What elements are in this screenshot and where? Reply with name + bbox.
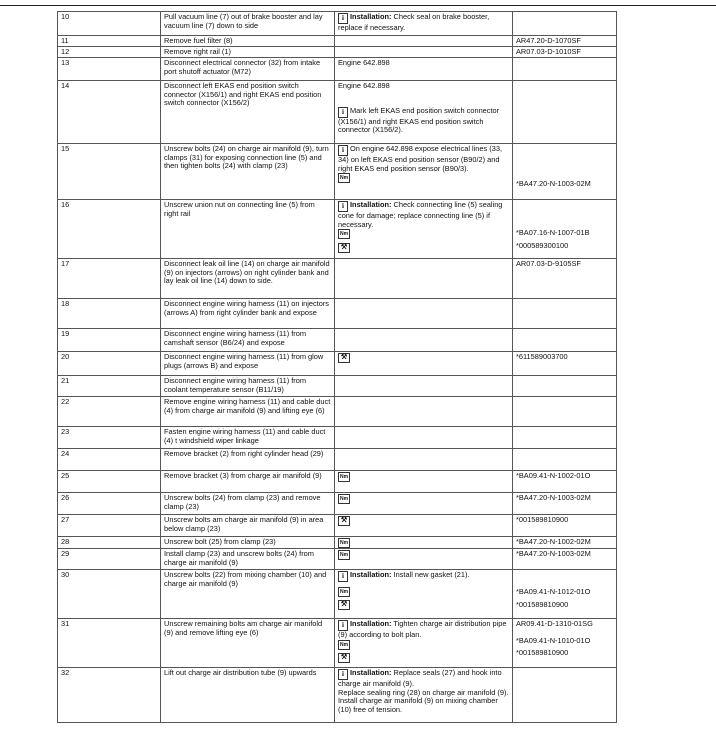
step-note — [335, 449, 513, 471]
note-text: Engine 642.898 — [338, 81, 390, 90]
step-number: 28 — [58, 537, 161, 549]
step-number: 13 — [58, 58, 161, 81]
installation-label: Installation: — [350, 570, 392, 579]
step-action: Remove right rail (1) — [161, 47, 335, 58]
torque-icon: Nm — [339, 474, 349, 480]
table-row — [58, 549, 617, 570]
step-number: 10 — [58, 12, 161, 36]
step-reference — [513, 58, 617, 81]
step-reference — [513, 427, 617, 449]
installation-label: Installation: — [350, 668, 392, 677]
table-row — [58, 12, 617, 36]
step-number: 17 — [58, 259, 161, 299]
tool-icon: ⚒ — [338, 653, 350, 663]
step-number: 31 — [58, 619, 161, 668]
step-action: Unscrew union nut on connecting line (5) from right rail — [161, 200, 335, 259]
step-reference[interactable]: *BA47.20-N-1003-02M — [513, 549, 617, 570]
note-text-secondary: Mark left EKAS end position switch connector (X156/1) and right EKAS end position switch connector (X156/2). — [338, 105, 500, 135]
step-note — [335, 493, 513, 515]
step-note — [335, 36, 513, 47]
step-note — [335, 81, 513, 144]
step-reference — [513, 449, 617, 471]
step-action: Remove bracket (3) from charge air manifold (9) — [161, 471, 335, 493]
step-note — [335, 537, 513, 549]
table-row — [58, 493, 617, 515]
step-action: Remove engine wiring harness (11) and cable duct (4) from charge air manifold (9) and lifting eye (6) — [161, 397, 335, 427]
step-note — [335, 376, 513, 397]
step-note — [335, 549, 513, 570]
tool-icon: ⚒ — [338, 516, 350, 526]
table-row — [58, 515, 617, 537]
step-number: 22 — [58, 397, 161, 427]
step-note — [335, 12, 513, 36]
info-icon: i — [338, 620, 348, 631]
step-note — [335, 352, 513, 376]
info-icon: i — [338, 201, 348, 212]
table-row — [58, 427, 617, 449]
step-number: 14 — [58, 81, 161, 144]
step-reference — [513, 619, 617, 668]
installation-label: Installation: — [350, 200, 392, 209]
step-number: 12 — [58, 47, 161, 58]
step-note — [335, 619, 513, 668]
step-action: Remove bracket (2) from right cylinder head (29) — [161, 449, 335, 471]
note-text-secondary: Replace sealing ring (28) on charge air manifold (9). Install charge air manifold (9) on mixing chamber (10) free of tension. — [338, 687, 509, 714]
tool-icon: ⚒ — [338, 243, 350, 253]
step-action: Lift out charge air distribution tube (9) upwards — [161, 668, 335, 723]
step-number: 15 — [58, 144, 161, 200]
step-reference[interactable]: AR07.03-D-9105SF — [513, 259, 617, 299]
page-top-rule — [0, 5, 716, 6]
table-row — [58, 449, 617, 471]
step-reference — [513, 12, 617, 36]
step-reference[interactable]: *001589810900 — [513, 515, 617, 537]
table-row — [58, 570, 617, 619]
note-text: Check connecting line (5) sealing cone for damage; replace connecting line (5) if necessary. — [338, 200, 503, 229]
step-note — [335, 299, 513, 329]
torque-icon: Nm — [339, 540, 349, 546]
step-action: Remove fuel filter (8) — [161, 36, 335, 47]
info-icon: i — [338, 107, 348, 118]
step-action: Disconnect engine wiring harness (11) on injectors (arrows A) from right cylinder bank and expose — [161, 299, 335, 329]
step-note — [335, 144, 513, 200]
step-note: Engine 642.898 — [335, 58, 513, 81]
step-reference — [513, 570, 617, 619]
info-icon: i — [338, 145, 348, 156]
step-reference — [513, 200, 617, 259]
table-row — [58, 259, 617, 299]
tool-reference-link[interactable]: *001589810900 — [516, 599, 569, 609]
reference-link[interactable]: *BA07.16-N-1007-01B — [516, 228, 590, 237]
step-action: Disconnect electrical connector (32) from intake port shutoff actuator (M72) — [161, 58, 335, 81]
tool-reference-link[interactable]: *000589300100 — [516, 240, 569, 250]
step-note — [335, 668, 513, 723]
table-row — [58, 36, 617, 47]
info-icon: i — [338, 669, 348, 680]
tool-icon: ⚒ — [338, 353, 350, 363]
step-action: Disconnect engine wiring harness (11) from glow plugs (arrows B) and expose — [161, 352, 335, 376]
step-action: Unscrew bolts (22) from mixing chamber (10) and charge air manifold (9) — [161, 570, 335, 619]
installation-label: Installation: — [350, 12, 392, 21]
step-note — [335, 329, 513, 352]
step-action: Install clamp (23) and unscrew bolts (24) from charge air manifold (9) — [161, 549, 335, 570]
table-row — [58, 668, 617, 723]
step-number: 25 — [58, 471, 161, 493]
step-note — [335, 200, 513, 259]
step-note — [335, 259, 513, 299]
step-number: 23 — [58, 427, 161, 449]
step-reference — [513, 329, 617, 352]
step-number: 18 — [58, 299, 161, 329]
step-number: 19 — [58, 329, 161, 352]
torque-reference-link[interactable]: *BA09.41-N-1010-01O — [516, 635, 591, 645]
step-reference — [513, 397, 617, 427]
step-note — [335, 471, 513, 493]
step-reference — [513, 376, 617, 397]
step-note — [335, 427, 513, 449]
table-row — [58, 376, 617, 397]
step-reference[interactable]: AR47.20-D-1070SF — [513, 36, 617, 47]
table-row — [58, 144, 617, 200]
torque-icon: Nm — [339, 552, 349, 558]
table-row — [58, 58, 617, 81]
note-text: On engine 642.898 expose electrical lines (33, 34) on left EKAS end position sensor (B90/2) and right EKAS end position sensor (B90/3). — [338, 144, 503, 173]
step-action: Unscrew remaining bolts am charge air manifold (9) and remove lifting eye (6) — [161, 619, 335, 668]
step-reference[interactable]: *BA47.20-N-1002-02M — [513, 537, 617, 549]
note-text: Replace seals (27) and hook into charge air manifold (9). — [338, 668, 502, 688]
step-action: Unscrew bolt (25) from clamp (23) — [161, 537, 335, 549]
torque-icon: Nm — [339, 641, 349, 648]
step-reference[interactable]: *611589003700 — [513, 352, 617, 376]
step-number: 21 — [58, 376, 161, 397]
step-number: 27 — [58, 515, 161, 537]
step-action: Fasten engine wiring harness (11) and cable duct (4) t windshield wiper linkage — [161, 427, 335, 449]
step-number: 16 — [58, 200, 161, 259]
step-action: Disconnect left EKAS end position switch connector (X156/1) and right EKAS end position switch connector (X156/2) — [161, 81, 335, 144]
table-row — [58, 329, 617, 352]
step-action: Disconnect engine wiring harness (11) from coolant temperature sensor (B11/19) — [161, 376, 335, 397]
step-reference — [513, 81, 617, 144]
step-note — [335, 515, 513, 537]
info-icon: i — [338, 13, 348, 24]
step-note — [335, 570, 513, 619]
step-action: Disconnect engine wiring harness (11) from camshaft sensor (B6/24) and expose — [161, 329, 335, 352]
step-action: Unscrew bolts (24) from clamp (23) and remove clamp (23) — [161, 493, 335, 515]
table-row — [58, 397, 617, 427]
reference-link[interactable]: *BA09.41-N-1012-01O — [516, 587, 591, 596]
table-row — [58, 47, 617, 58]
step-note — [335, 397, 513, 427]
note-text: Install new gasket (21). — [393, 570, 470, 579]
table-row — [58, 81, 617, 144]
step-action: Unscrew bolts am charge air manifold (9) in area below clamp (23) — [161, 515, 335, 537]
tool-icon: ⚒ — [338, 600, 350, 610]
installation-label: Installation: — [350, 619, 392, 628]
torque-icon: Nm — [339, 231, 349, 238]
procedure-table — [57, 11, 617, 723]
info-icon: i — [338, 571, 348, 582]
torque-icon: Nm — [339, 496, 349, 502]
step-action: Unscrew bolts (24) on charge air manifold (9), turn clamps (31) for exposing connection line (5) and then tighten bolts (24) with clamp (23) — [161, 144, 335, 200]
step-number: 24 — [58, 449, 161, 471]
note-text: Tighten charge air distribution pipe (9) according to bolt plan. — [338, 619, 507, 639]
step-number: 32 — [58, 668, 161, 723]
table-row — [58, 200, 617, 259]
tool-reference-link[interactable]: *001589810900 — [516, 648, 569, 658]
step-action: Disconnect leak oil line (14) on charge air manifold (9) on injectors (arrows) on right cylinder bank and lay leak oil line (14) down to side. — [161, 259, 335, 299]
torque-icon: Nm — [339, 589, 349, 595]
table-row — [58, 299, 617, 329]
step-reference — [513, 668, 617, 723]
reference-link[interactable]: *BA47.20-N-1003-02M — [516, 179, 591, 188]
step-number: 30 — [58, 570, 161, 619]
step-number: 11 — [58, 36, 161, 47]
table-row — [58, 619, 617, 668]
reference-link[interactable]: AR09.41-D-1310-01SG — [516, 619, 593, 628]
table-row — [58, 352, 617, 376]
step-reference[interactable]: *BA47.20-N-1003-02M — [513, 493, 617, 515]
table-row — [58, 537, 617, 549]
note-text: Check seal on brake booster, replace if necessary. — [338, 12, 490, 32]
table-row — [58, 471, 617, 493]
step-note — [335, 47, 513, 58]
torque-icon: Nm — [339, 175, 349, 182]
step-reference[interactable]: AR07.03-D-1010SF — [513, 47, 617, 58]
step-number: 20 — [58, 352, 161, 376]
step-number: 29 — [58, 549, 161, 570]
step-number: 26 — [58, 493, 161, 515]
step-reference[interactable]: *BA09.41-N-1002-01O — [513, 471, 617, 493]
step-reference — [513, 144, 617, 200]
step-reference — [513, 299, 617, 329]
step-action: Pull vacuum line (7) out of brake booster and lay vacuum line (7) down to side — [161, 12, 335, 36]
